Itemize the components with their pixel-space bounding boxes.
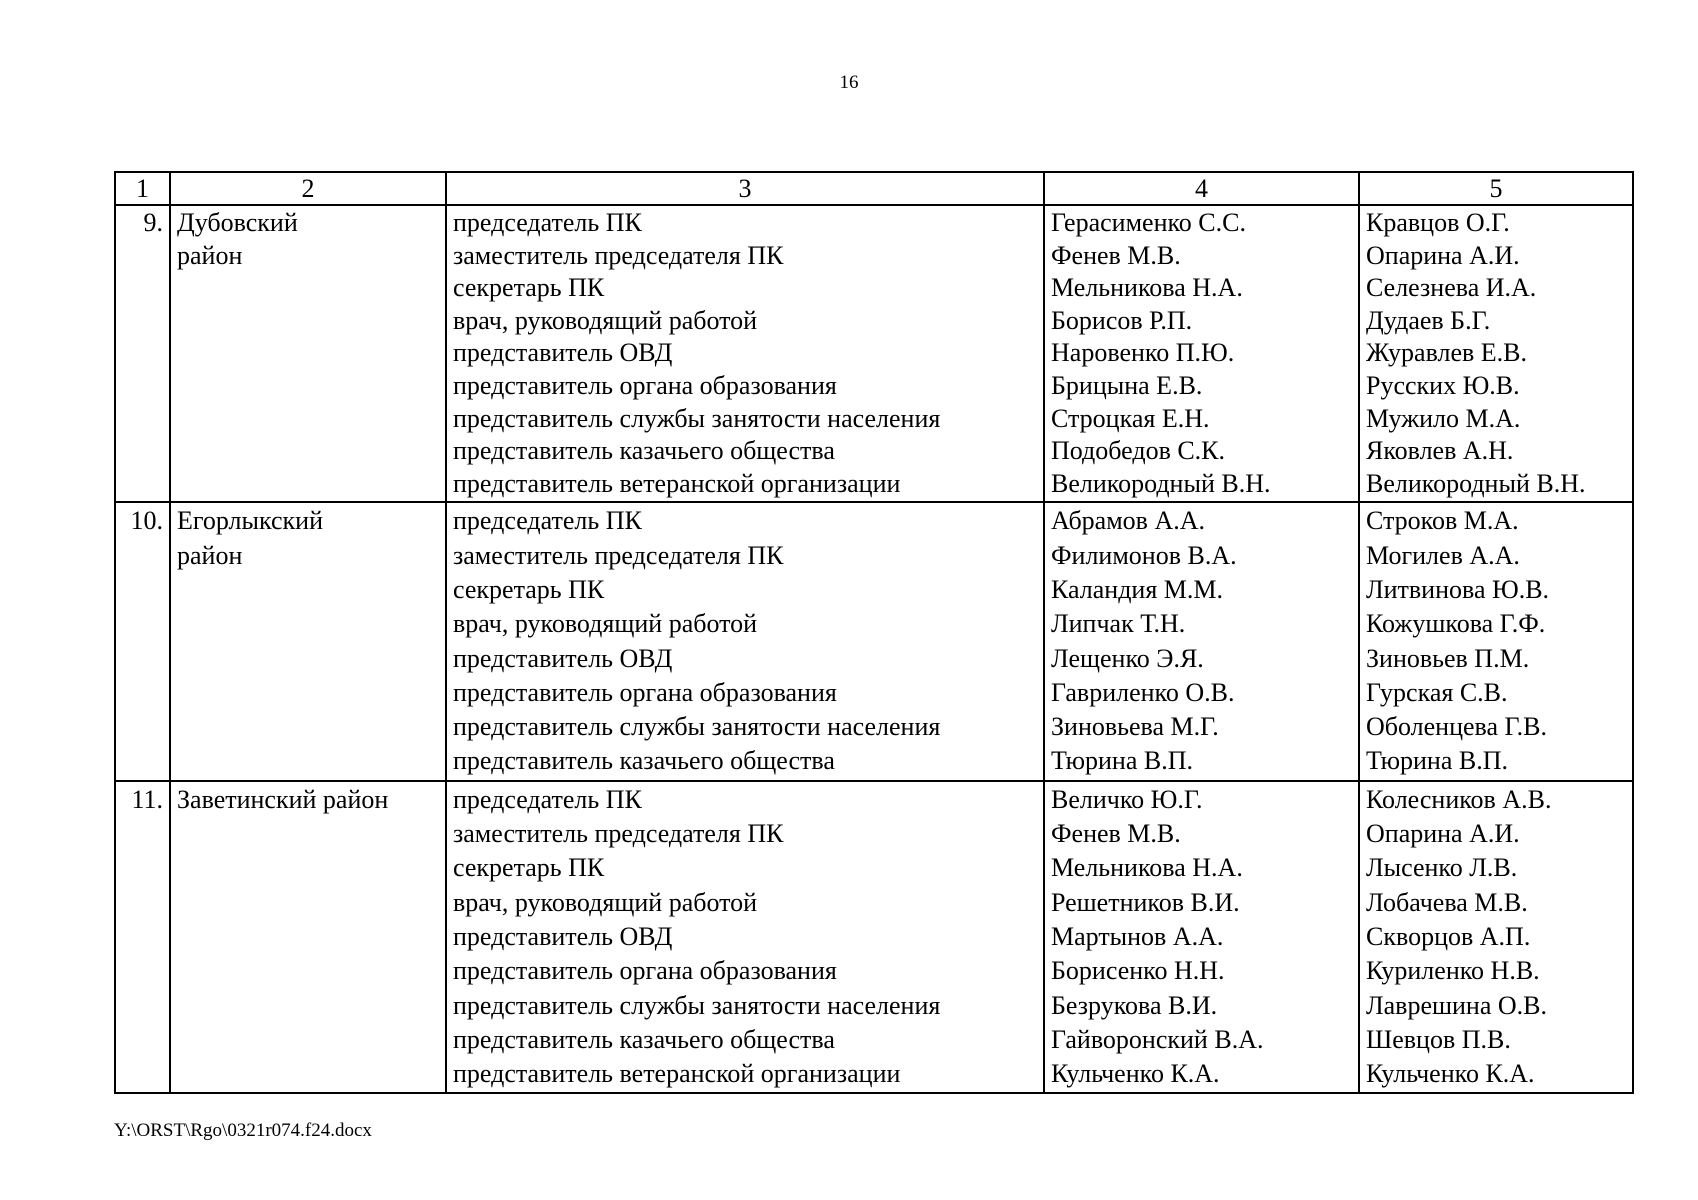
reserve-name: Лысенко Л.В. xyxy=(1366,853,1518,883)
reserve-name: Кравцов О.Г. xyxy=(1366,208,1510,237)
table-row xyxy=(115,502,1633,780)
role-text: представитель казачьего общества xyxy=(453,746,835,776)
role-text: заместитель председателя ПК xyxy=(453,240,784,270)
row-number: 11. xyxy=(115,781,170,1094)
role-text: представитель казачьего общества xyxy=(453,436,835,466)
reserve-name: Великородный В.Н. xyxy=(1366,468,1586,498)
reserves-cell xyxy=(1359,781,1633,1094)
header-row xyxy=(115,172,1633,205)
member-name: Зиновьева М.Г. xyxy=(1051,712,1219,742)
reserve-name: Колесников А.В. xyxy=(1366,784,1552,814)
role-text: представитель службы занятости населения xyxy=(453,990,941,1020)
role-text: представитель ОВД xyxy=(453,338,673,368)
district-name: Егорлыкский район xyxy=(170,502,446,780)
reserve-name: Мужило М.А. xyxy=(1366,403,1521,433)
reserve-name: Опарина А.И. xyxy=(1366,819,1520,849)
member-name: Гайворонский В.А. xyxy=(1051,1024,1264,1054)
reserve-name: Селезнева И.А. xyxy=(1366,273,1537,303)
members-cell xyxy=(1044,502,1359,780)
reserve-name: Русских Ю.В. xyxy=(1366,370,1520,400)
member-name: Строцкая Е.Н. xyxy=(1051,403,1210,433)
member-name: Липчак Т.Н. xyxy=(1051,609,1186,639)
role-text: врач, руководящий работой xyxy=(453,609,758,639)
role-text: заместитель председателя ПК xyxy=(453,540,784,570)
commission-table xyxy=(114,171,1634,1094)
reserve-name: Гурская С.В. xyxy=(1366,677,1508,707)
roles-cell xyxy=(446,781,1044,1094)
roles-cell xyxy=(446,205,1044,502)
reserve-name: Дудаев Б.Г. xyxy=(1366,305,1491,335)
reserve-name: Зиновьев П.М. xyxy=(1366,643,1530,673)
role-text: представитель ОВД xyxy=(453,643,673,673)
role-text: секретарь ПК xyxy=(453,574,605,604)
role-text: председатель ПК xyxy=(453,208,642,237)
role-text: врач, руководящий работой xyxy=(453,305,758,335)
district-name: Заветинский район xyxy=(170,781,446,1094)
reserve-name: Кульченко К.А. xyxy=(1366,1059,1535,1089)
row-number: 9. xyxy=(115,205,170,502)
member-name: Наровенко П.Ю. xyxy=(1051,338,1235,368)
reserve-name: Могилев А.А. xyxy=(1366,540,1520,570)
role-text: представитель органа образования xyxy=(453,370,837,400)
column-header: 1 xyxy=(115,172,170,205)
column-header: 2 xyxy=(170,172,446,205)
reserve-name: Строков М.А. xyxy=(1366,506,1519,536)
member-name: Мельникова Н.А. xyxy=(1051,853,1243,883)
member-name: Борисов Р.П. xyxy=(1051,305,1193,335)
role-text: председатель ПК xyxy=(453,784,642,814)
role-text: представитель органа образования xyxy=(453,956,837,986)
reserve-name: Оболенцева Г.В. xyxy=(1366,712,1547,742)
reserve-name: Куриленко Н.В. xyxy=(1366,956,1540,986)
member-name: Решетников В.И. xyxy=(1051,887,1240,917)
reserve-name: Кожушкова Г.Ф. xyxy=(1366,609,1546,639)
members-cell xyxy=(1044,205,1359,502)
reserve-name: Лобачева М.В. xyxy=(1366,887,1528,917)
role-text: представитель органа образования xyxy=(453,677,837,707)
district-group xyxy=(115,205,1633,502)
member-name: Абрамов А.А. xyxy=(1051,506,1206,536)
member-name: Кульченко К.А. xyxy=(1051,1059,1220,1089)
row-number: 10. xyxy=(115,502,170,780)
member-name: Филимонов В.А. xyxy=(1051,540,1237,570)
column-header: 4 xyxy=(1044,172,1359,205)
role-text: секретарь ПК xyxy=(453,273,605,303)
column-header: 3 xyxy=(446,172,1044,205)
reserve-name: Скворцов А.П. xyxy=(1366,921,1531,951)
table-row xyxy=(115,781,1633,1094)
reserve-name: Лаврешина О.В. xyxy=(1366,990,1547,1020)
role-text: председатель ПК xyxy=(453,506,642,536)
member-name: Великородный В.Н. xyxy=(1051,468,1271,498)
reserve-name: Литвинова Ю.В. xyxy=(1366,574,1550,604)
member-name: Подобедов С.К. xyxy=(1051,436,1226,466)
reserve-name: Шевцов П.В. xyxy=(1366,1024,1511,1054)
reserve-name: Тюрина В.П. xyxy=(1366,746,1508,776)
reserve-name: Яковлев А.Н. xyxy=(1366,436,1514,466)
district-group xyxy=(115,781,1633,1094)
members-cell xyxy=(1044,781,1359,1094)
member-name: Тюрина В.П. xyxy=(1051,746,1193,776)
role-text: представитель службы занятости населения xyxy=(453,712,941,742)
page-number: 16 xyxy=(839,72,859,93)
district-group xyxy=(115,502,1633,780)
district-name: Дубовский район xyxy=(170,205,446,502)
reserves-cell xyxy=(1359,205,1633,502)
member-name: Фенев М.В. xyxy=(1051,819,1181,849)
role-text: представитель ветеранской организации xyxy=(453,468,901,498)
reserves-cell xyxy=(1359,502,1633,780)
reserve-name: Журавлев Е.В. xyxy=(1366,338,1528,368)
role-text: представитель казачьего общества xyxy=(453,1024,835,1054)
roles-cell xyxy=(446,502,1044,780)
member-name: Каландия М.М. xyxy=(1051,574,1224,604)
role-text: заместитель председателя ПК xyxy=(453,819,784,849)
member-name: Борисенко Н.Н. xyxy=(1051,956,1225,986)
role-text: секретарь ПК xyxy=(453,853,605,883)
role-text: представитель ОВД xyxy=(453,921,673,951)
role-text: представитель службы занятости населения xyxy=(453,403,941,433)
file-path-footer: Y:\ORST\Rgo\0321r074.f24.docx xyxy=(114,1120,372,1141)
role-text: представитель ветеранской организации xyxy=(453,1059,901,1089)
member-name: Герасименко С.С. xyxy=(1051,208,1246,237)
member-name: Величко Ю.Г. xyxy=(1051,784,1203,814)
member-name: Лещенко Э.Я. xyxy=(1051,643,1204,673)
reserve-name: Опарина А.И. xyxy=(1366,240,1520,270)
member-name: Безрукова В.И. xyxy=(1051,990,1218,1020)
member-name: Брицына Е.В. xyxy=(1051,370,1203,400)
member-name: Мартынов А.А. xyxy=(1051,921,1224,951)
table-row xyxy=(115,205,1633,502)
member-name: Фенев М.В. xyxy=(1051,240,1181,270)
role-text: врач, руководящий работой xyxy=(453,887,758,917)
member-name: Мельникова Н.А. xyxy=(1051,273,1243,303)
member-name: Гавриленко О.В. xyxy=(1051,677,1235,707)
column-header: 5 xyxy=(1359,172,1633,205)
